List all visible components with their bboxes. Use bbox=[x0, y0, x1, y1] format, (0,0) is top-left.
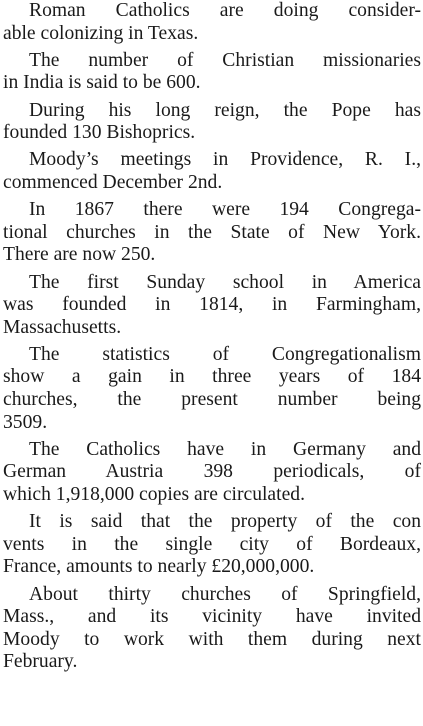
text-line: Mass., and its vicinity have invited bbox=[3, 606, 421, 628]
text-line: in India is said to be 600. bbox=[3, 72, 201, 94]
text-line: The Catholics have in Germany and bbox=[29, 438, 421, 460]
text-line: About thirty churches of Springfield, bbox=[29, 583, 421, 605]
news-item-bordeaux-convents bbox=[3, 511, 421, 579]
text-line: Massachusetts. bbox=[3, 316, 122, 338]
text-line: The first Sunday school in America bbox=[29, 271, 421, 293]
news-item-catholic-periodicals bbox=[3, 439, 421, 507]
text-line: The statistics of Congregationalism bbox=[29, 343, 421, 365]
text-line: There are now 250. bbox=[3, 244, 156, 266]
news-column bbox=[3, 0, 421, 679]
text-line: February. bbox=[3, 651, 78, 673]
text-line: It is said that the property of the con bbox=[29, 511, 421, 533]
text-line: vents in the single city of Bordeaux, bbox=[3, 533, 421, 555]
news-item-india-missionaries bbox=[3, 50, 421, 95]
text-line: which 1,918,000 copies are circulated. bbox=[3, 484, 305, 506]
news-item-catholic-colonizing bbox=[3, 0, 421, 45]
news-item-first-sunday-school bbox=[3, 272, 421, 340]
text-line: Moody to work with them during next bbox=[3, 628, 421, 650]
text-line: was founded in 1814, in Farmingham, bbox=[3, 294, 421, 316]
text-line: Moody’s meetings in Providence, R. I., bbox=[29, 149, 421, 171]
news-item-pope-bishoprics bbox=[3, 100, 421, 145]
text-line: Roman Catholics are doing consider- bbox=[29, 0, 421, 21]
news-item-moody-providence bbox=[3, 149, 421, 194]
text-line: France, amounts to nearly £20,000,000. bbox=[3, 556, 315, 578]
news-item-new-york-churches bbox=[3, 199, 421, 267]
text-line: commenced December 2nd. bbox=[3, 171, 223, 193]
text-line: During his long reign, the Pope has bbox=[29, 99, 421, 121]
text-line: founded 130 Bishoprics. bbox=[3, 122, 196, 144]
text-line: churches, the present number being bbox=[3, 389, 421, 411]
news-item-springfield-churches bbox=[3, 584, 421, 674]
text-line: tional churches in the State of New York. bbox=[3, 221, 421, 243]
text-line: In 1867 there were 194 Congrega- bbox=[29, 199, 421, 221]
text-line: The number of Christian missionaries bbox=[29, 49, 421, 71]
text-line: able colonizing in Texas. bbox=[3, 22, 199, 44]
news-item-congregationalism-statistics bbox=[3, 344, 421, 434]
text-line: 3509. bbox=[3, 411, 48, 433]
text-line: German Austria 398 periodicals, of bbox=[3, 461, 421, 483]
text-line: show a gain in three years of 184 bbox=[3, 366, 421, 388]
